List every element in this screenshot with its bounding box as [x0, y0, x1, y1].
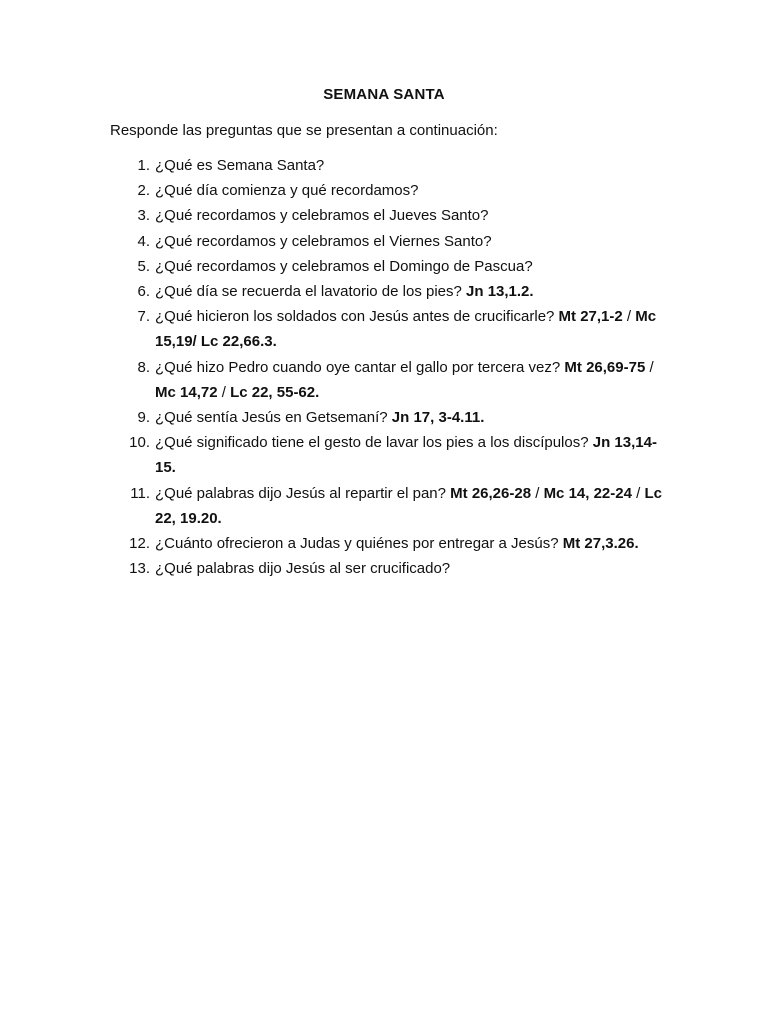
question-item [110, 254, 670, 279]
question-text [155, 283, 534, 300]
question-number: 3. [137, 207, 150, 225]
question-number: 10. [129, 434, 150, 452]
question-text [155, 258, 533, 275]
bible-reference: Mt 26,26-28 [450, 484, 532, 502]
question-item [110, 556, 670, 581]
question-item [110, 229, 670, 254]
question-item [110, 481, 670, 531]
page-title: SEMANA SANTA [323, 86, 445, 103]
question-item [110, 279, 670, 304]
question-segment: / [622, 308, 636, 326]
question-number: 2. [137, 182, 150, 200]
question-item [110, 178, 670, 203]
bible-reference: Mc 14,72 [155, 383, 218, 401]
bible-reference: Mt 27,3.26. [562, 535, 639, 553]
question-text [155, 485, 662, 527]
question-segment: ¿Cuánto ofrecieron a Judas y quiénes por entregar a Jesús? [155, 535, 563, 553]
bible-reference: Lc 22, 55-62. [230, 383, 320, 401]
question-segment: ¿Qué día comienza y qué recordamos? [155, 182, 419, 200]
bible-reference: Jn 13,1.2. [466, 283, 534, 301]
question-number: 12. [129, 535, 150, 553]
question-segment: ¿Qué recordamos y celebramos el Jueves Santo? [155, 207, 489, 225]
question-segment: ¿Qué recordamos y celebramos el Domingo de Pascua? [155, 257, 533, 275]
question-text [155, 409, 484, 426]
bible-reference: Mt 26,69-75 [564, 358, 646, 376]
question-item [110, 203, 670, 228]
question-item [110, 355, 670, 405]
bible-reference: Mc 15,19/ Lc 22,66.3. [155, 308, 657, 351]
question-number: 11. [130, 484, 150, 502]
question-text [155, 157, 324, 174]
question-segment: ¿Qué sentía Jesús en Getsemaní? [155, 409, 392, 427]
question-number: 4. [137, 232, 150, 250]
question-number: 7. [137, 308, 150, 326]
bible-reference: Jn 13,14-15. [155, 434, 657, 477]
question-segment: ¿Qué significado tiene el gesto de lavar los pies a los discípulos? [155, 434, 593, 452]
instructions-text: Responde las preguntas que se presentan a continuación: [110, 122, 498, 139]
question-number: 13. [129, 560, 150, 578]
question-text [155, 308, 656, 350]
question-number: 9. [137, 409, 150, 427]
question-segment: / [531, 484, 544, 502]
question-item [110, 304, 670, 354]
question-number: 8. [137, 358, 150, 376]
bible-reference: Lc 22, 19.20. [155, 484, 662, 527]
question-segment: / [631, 484, 645, 502]
question-text [155, 560, 450, 577]
question-number: 6. [137, 283, 150, 301]
question-segment: ¿Qué hicieron los soldados con Jesús antes de crucificarle? [155, 308, 559, 326]
bible-reference: Jn 17, 3-4.11. [391, 409, 485, 427]
question-segment: ¿Qué hizo Pedro cuando oye cantar el gallo por tercera vez? [155, 358, 565, 376]
question-segment: ¿Qué es Semana Santa? [155, 157, 325, 174]
question-text [155, 233, 492, 250]
question-item [110, 531, 670, 556]
question-text [155, 359, 654, 401]
bible-reference: Mc 14, 22-24 [543, 484, 632, 502]
question-text [155, 535, 639, 552]
question-text [155, 434, 657, 476]
question-item [110, 153, 670, 178]
question-number: 5. [137, 257, 150, 275]
question-list [110, 153, 670, 581]
question-segment: ¿Qué palabras dijo Jesús al ser crucificado? [155, 560, 451, 578]
question-text [155, 207, 489, 224]
question-segment: ¿Qué palabras dijo Jesús al repartir el pan? [155, 484, 451, 502]
question-segment: ¿Qué recordamos y celebramos el Viernes Santo? [155, 232, 492, 250]
question-segment: ¿Qué día se recuerda el lavatorio de los pies? [155, 283, 467, 301]
bible-reference: Mt 27,1-2 [558, 308, 623, 326]
question-item [110, 430, 670, 480]
question-segment: / [217, 383, 231, 401]
question-item [110, 405, 670, 430]
question-text [155, 182, 418, 199]
question-segment: / [645, 358, 654, 376]
question-number: 1. [137, 157, 150, 174]
